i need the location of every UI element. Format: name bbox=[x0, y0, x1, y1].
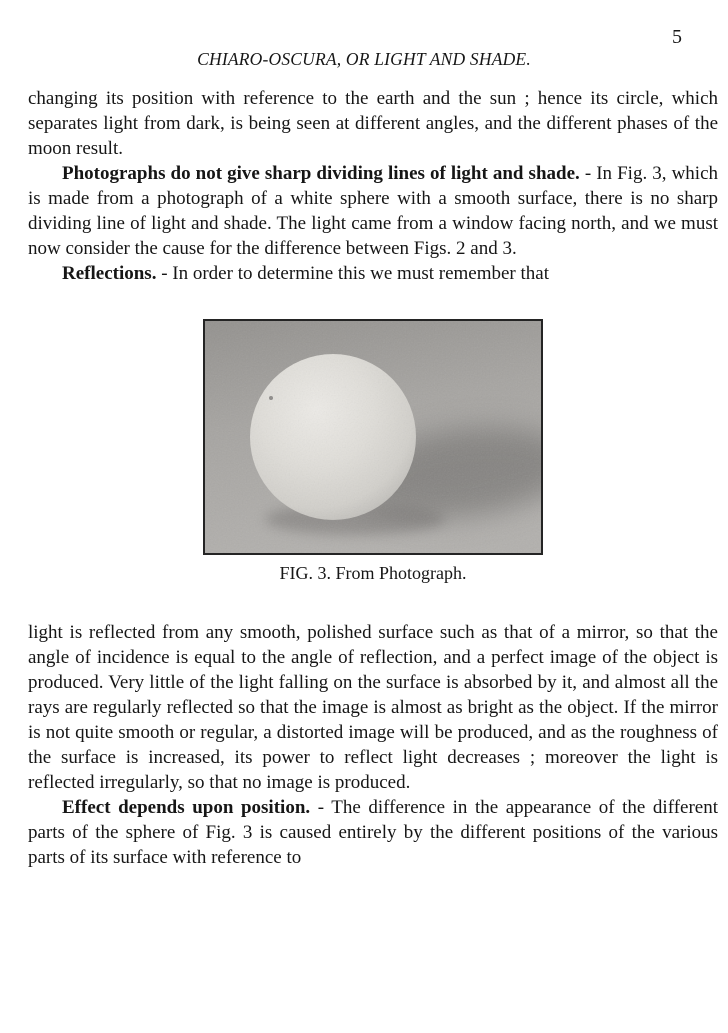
figure-3 bbox=[203, 319, 543, 584]
paragraph-photographs bbox=[28, 161, 718, 261]
figure-caption: FIG. 3. From Photograph. bbox=[279, 563, 467, 583]
page-number: 5 bbox=[672, 26, 682, 48]
paragraph-text: - In Fig. 3, which is made from a photograph of a white sphere with a smooth surface, there is no sharp dividing line of light and shade. The light came from a window facing north, and we must now consider the cause for the difference between Figs. 2 and 3. bbox=[28, 163, 718, 259]
running-header-title: CHIARO-OSCURA, OR LIGHT AND SHADE. bbox=[197, 49, 531, 69]
page-header bbox=[0, 0, 728, 86]
paragraph-lead: Photographs do not give sharp dividing lines of light and shade. bbox=[62, 163, 580, 184]
page-body bbox=[0, 86, 728, 870]
paragraph-text: changing its position with reference to the earth and the sun ; hence its circle, which separates light from dark, is being seen at different angles, and the different phases of the moon result. bbox=[28, 88, 718, 159]
paragraph-effect-position bbox=[28, 795, 718, 870]
paragraph-text: - The difference in the appearance of the different parts of the sphere of Fig. 3 is caused entirely by the different positions of the various parts of its surface with reference to bbox=[28, 797, 718, 868]
paragraph-mirror-reflection bbox=[28, 620, 718, 795]
paragraph-moon-phases bbox=[28, 86, 718, 161]
paragraph-lead: Effect depends upon position. bbox=[62, 797, 311, 818]
paragraph-text: light is reflected from any smooth, polished surface such as that of a mirror, so that the angle of incidence is equal to the angle of reflection, and a perfect image of the object is produced. Very little of the light falling on the surface is absorbed by it, and almost all the rays are regularly reflected so that the image is almost as bright as the object. If the mirror is not quite smooth or regular, a distorted image will be produced, and as the roughness of the surface is increased, its power to reflect light decreases ; moreover the light is reflected irregularly, so that no image is produced. bbox=[28, 622, 718, 793]
paragraph-lead: Reflections. bbox=[62, 263, 157, 284]
sphere-photograph bbox=[203, 319, 543, 555]
paragraph-text: - In order to determine this we must remember that bbox=[156, 263, 549, 284]
sphere-photo-illustration bbox=[205, 321, 541, 553]
paragraph-reflections bbox=[28, 261, 718, 286]
film-grain-overlay bbox=[205, 321, 541, 553]
